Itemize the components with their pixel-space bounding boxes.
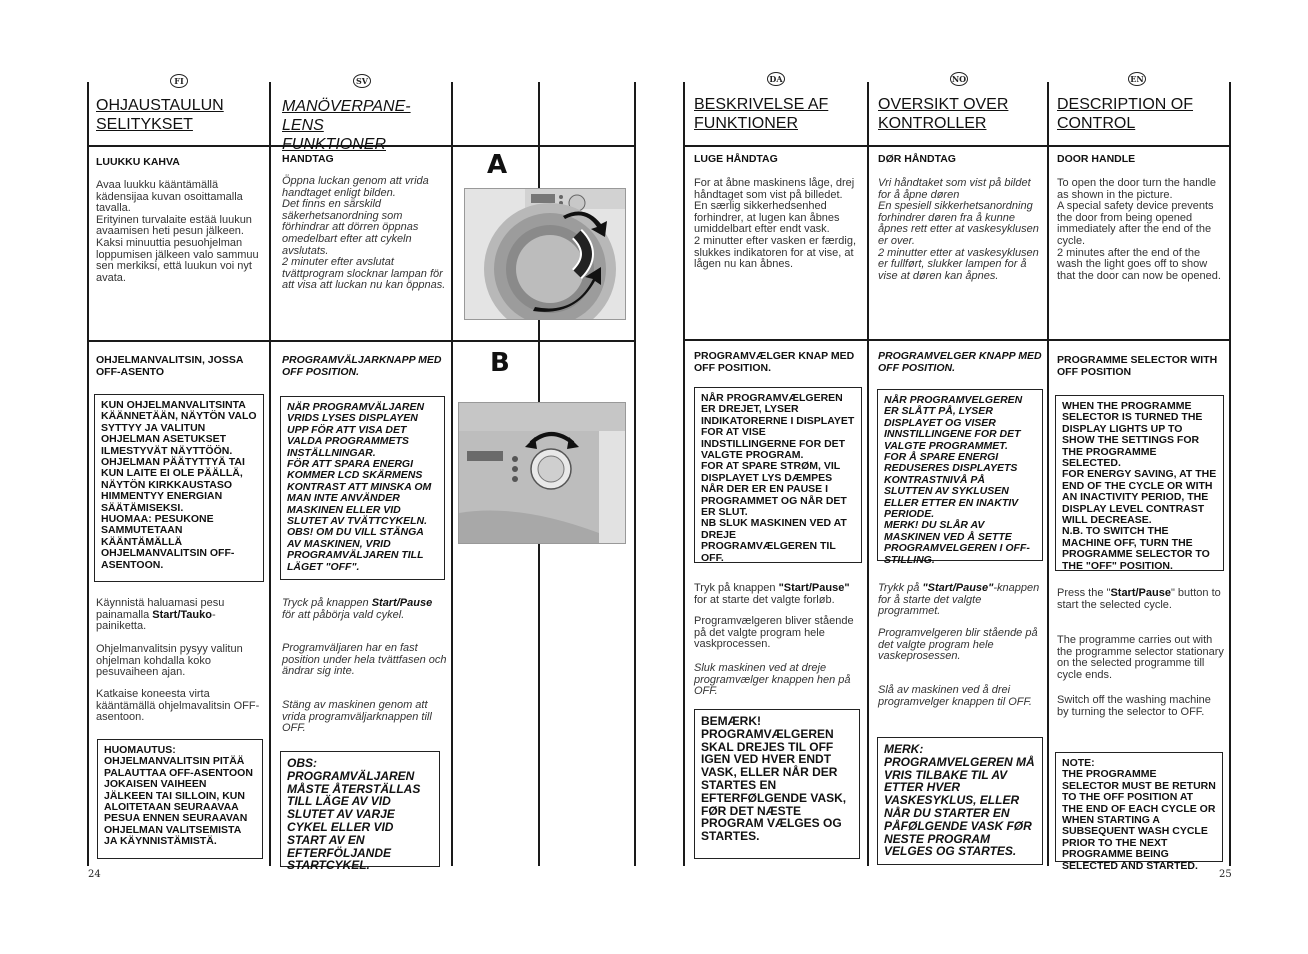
fi-selector-text: Ohjelmanvalitsin pysyy valitun ohjelman kohdalla koko pesuvaiheen ajan. [96, 643, 243, 679]
en-start-text: Press the "Start/Pause" button to start the selected cycle. [1057, 587, 1221, 611]
no-selector-text: Programvelgeren blir stående på det valgte program hele vaskeprosessen. [878, 627, 1038, 663]
da-door-heading: LUGE HÅNDTAG [694, 153, 778, 165]
fi-door-heading: LUUKKU KAHVA [96, 156, 180, 168]
da-off-text: Sluk maskinen ved at dreje programvælger knappen hen på OFF. [694, 662, 851, 698]
sv-selector-text: Programväljaren har en fast position under hela tvättfasen och ändrar sig inte. [282, 642, 447, 678]
rule-left-mid [87, 340, 635, 342]
rule-right-inner [683, 82, 685, 866]
fi-note-box: HUOMAUTUS: OHJELMANVALITSIN PITÄÄ PALAUTTAA OFF-ASENTOON JOKAISEN VAIHEEN JÄLKEEN TAI SILLOIN, KUN ALOITETAAN SEURAAVAA PESUA ENNEN SEURAAVAN OHJELMAN VALITSEMISTA JA KÄYNNISTÄMISTÄ. [97, 739, 263, 859]
page-number-left: 24 [88, 869, 101, 880]
sv-door-text: Öppna luckan genom att vrida handtaget enligt bilden. Det finns en särskild säkerhetsanordning som förhindrar att dörren öppnas omedelbart efter att cykeln avslutats. 2 minuter efter avslutat tvättprogram slocknar lampan för att visa att luckan nu kan öppnas. [282, 175, 446, 292]
da-start-text: Tryk på knappen "Start/Pause" for at starte det valgte forløb. [694, 582, 850, 606]
fi-selector-box: KUN OHJELMANVALITSINTA KÄÄNNETÄÄN, NÄYTÖN VALO SYTTYY JA VALITUN OHJELMAN ASETUKSET ILMESTYVÄT NÄYTTÖÖN. OHJELMAN PÄÄTYTTYÄ TAI KUN LAITE EI OLE PÄÄLLÄ, NÄYTÖN KIRKKAUSTASO HIMMENTYY ENERGIAN SÄÄTÄMISEKSI. HUOMAA: PESUKONE SAMMUTETAAN KÄÄNTÄMÄLLÄ OHJELMANVALITSIN OFF-ASENTOON. [94, 394, 264, 582]
sv-start-text: Tryck på knappen Start/Pause för att påbörja vald cykel. [282, 597, 433, 621]
lang-badge-fi: FI [170, 74, 188, 88]
programme-selector-illustration [458, 402, 626, 544]
fi-selector-heading: OHJELMANVALITSIN, JOSSA OFF-ASENTO [96, 354, 244, 378]
en-title: DESCRIPTION OF CONTROL [1057, 96, 1194, 132]
lang-badge-en: EN [1128, 72, 1146, 86]
no-off-text: Slå av maskinen ved å drei programvelger knappen til OFF. [878, 684, 1032, 708]
sv-off-text: Stäng av maskinen genom att vrida programväljarknappen till OFF. [282, 699, 432, 735]
en-door-text: To open the door turn the handle as shown in the picture. A special safety device prevents the door from being opened immediately after the end of the cycle. 2 minutes after the end of the wash the light goes off to show that the door can now be opened. [1057, 177, 1221, 282]
no-selector-box: NÅR PROGRAMVELGEREN ER SLÅTT PÅ, LYSER DISPLAYET OG VISER INNSTILLINGENE FOR DET VALGTE PROGRAMMET. FOR Å SPARE ENERGI REDUSERES DISPLAYETS KONTRASTNIVÅ PÅ SLUTTEN AV SYKLUSEN ELLER ETTER EN INAKTIV PERIODE. MERK! DU SLÅR AV MASKINEN VED Å SETTE PROGRAMVELGEREN I OFF-STILLING. [877, 389, 1043, 561]
da-title: BESKRIVELSE AF FUNKTIONER [694, 96, 829, 132]
page-number-right: 25 [1219, 869, 1232, 880]
rule-left-inner [634, 82, 636, 866]
en-note-box: NOTE: THE PROGRAMME SELECTOR MUST BE RETURN TO THE OFF POSITION AT THE END OF EACH CYCLE OR WHEN STARTING A SUBSEQUENT WASH CYCLE PRIOR TO THE NEXT PROGRAMME BEING SELECTED AND STARTED. [1055, 752, 1223, 862]
rule-fi-sv [269, 82, 271, 866]
figure-a-label: A [487, 150, 508, 180]
lang-badge-sv: SV [353, 74, 371, 88]
en-selector-heading: PROGRAMME SELECTOR WITH OFF POSITION [1057, 354, 1218, 378]
sv-note-box: OBS: PROGRAMVÄLJAREN MÅSTE ÅTERSTÄLLAS TILL LÄGE AV VID SLUTET AV VARJE CYKEL ELLER VID START AV EN EFTERFÖLJANDE STARTCYKEL. [280, 751, 440, 867]
no-selector-heading: PROGRAMVELGER KNAPP MED OFF POSITION. [878, 350, 1042, 374]
rule-left-outer [87, 82, 89, 866]
no-start-text: Trykk på "Start/Pause"-knappen for å starte det valgte programmet. [878, 582, 1040, 618]
da-door-text: For at åbne maskinens låge, drej håndtaget som vist på billedet. En særlig sikkerhedsenhed forhindrer, at lugen kan åbnes umiddelbart efter endt vask. 2 minutter efter vasken er færdig, slukkes indikatoren for at vise, at lågen nu kan åbnes. [694, 177, 857, 271]
no-door-text: Vri håndtaket som vist på bildet for å åpne døren En spesiell sikkerhetsanordning forhindrer døren fra å kunne åpnes rett etter at vaskesyklusen er over. 2 minutter etter at vaskesyklusen er fullført, slukker lampen for å vise at døren kan åpnes. [878, 177, 1039, 282]
lang-badge-da: DA [767, 72, 785, 86]
da-note-box: BEMÆRK! PROGRAMVÆLGEREN SKAL DREJES TIL OFF IGEN VED HVER ENDT VASK, ELLER NÅR DER STARTES EN EFTERFØLGENDE VASK, FØR DET NÆSTE PROGRAM VÆLGES OG STARTES. [694, 709, 860, 859]
rule-sv-fig [451, 82, 453, 866]
en-selector-text: The programme carries out with the programme selector stationary on the selected programme till cycle ends. [1057, 634, 1224, 681]
sv-selector-heading: PROGRAMVÄLJARKNAPP MED OFF POSITION. [282, 354, 442, 378]
no-door-heading: DØR HÅNDTAG [878, 153, 956, 165]
figure-b-label: B [490, 348, 510, 378]
rule-right-top [683, 145, 1231, 147]
sv-title: MANÖVERPANE-LENS FUNKTIONER [282, 98, 411, 153]
da-selector-box: NÅR PROGRAMVÆLGEREN ER DREJET, LYSER INDIKATORERNE I DISPLAYET FOR AT VISE INDSTILLINGERNE FOR DET VALGTE PROGRAM. FOR AT SPARE STRØM, VIL DISPLAYET LYS DÆMPES NÅR DER ER EN PAUSE I PROGRAMMET OG NÅR DET ER SLUT. NB SLUK MASKINEN VED AT DREJE PROGRAMVÆLGEREN TIL OFF. [694, 387, 862, 563]
da-selector-text: Programvælgeren bliver stående på det valgte program hele vaskprocessen. [694, 615, 854, 651]
door-handle-illustration [464, 188, 626, 320]
fi-start-text: Käynnistä haluamasi pesu painamalla Start/Tauko-painiketta. [96, 597, 225, 633]
en-door-heading: DOOR HANDLE [1057, 153, 1136, 165]
rule-no-en [1047, 82, 1049, 866]
da-selector-heading: PROGRAMVÆLGER KNAP MED OFF POSITION. [694, 350, 855, 374]
no-title: OVERSIKT OVER KONTROLLER [878, 96, 1009, 132]
en-selector-box: WHEN THE PROGRAMME SELECTOR IS TURNED THE DISPLAY LIGHTS UP TO SHOW THE SETTINGS FOR THE PROGRAMME SELECTED. FOR ENERGY SAVING, AT THE END OF THE CYCLE OR WITH AN INACTIVITY PERIOD, THE DISPLAY LEVEL CONTRAST WILL DECREASE. N.B. TO SWITCH THE MACHINE OFF, TURN THE PROGRAMME SELECTOR TO THE "OFF" POSITION. [1055, 395, 1224, 571]
rule-da-no [867, 82, 869, 866]
rule-right-mid [683, 339, 1231, 341]
lang-badge-no: NO [951, 74, 967, 84]
rule-right-outer [1229, 82, 1231, 866]
sv-door-heading: HANDTAG [282, 153, 334, 165]
fi-off-text: Katkaise koneesta virta kääntämällä ohjelmavalitsin OFF-asentoon. [96, 688, 260, 724]
sv-selector-box: NÄR PROGRAMVÄLJAREN VRIDS LYSES DISPLAYEN UPP FÖR ATT VISA DET VALDA PROGRAMMETS INSTÄLLNINGAR. FÖR ATT SPARA ENERGI KOMMER LCD SKÄRMENS KONTRAST ATT MINSKA OM MAN INTE ANVÄNDER MASKINEN ELLER VID SLUTET AV TVÄTTCYKELN. OBS! OM DU VILL STÄNGA AV MASKINEN, VRID PROGRAMVÄLJAREN TILL LÄGET "OFF". [280, 396, 445, 580]
en-off-text: Switch off the washing machine by turning the selector to OFF. [1057, 694, 1211, 718]
fi-title: OHJAUSTAULUN SELITYKSET [96, 97, 224, 133]
fi-door-text: Avaa luukku kääntämällä kädensijaa kuvan osoittamalla tavalla. Erityinen turvalaite estää luukun avaamisen heti pesun jälkeen. Kaksi minuuttia pesuohjelman loppumisen jälkeen valo sammuu sen merkiksi, että luukun voi nyt avata. [96, 179, 259, 284]
no-note-box: MERK: PROGRAMVELGEREN MÅ VRIS TILBAKE TIL AV ETTER HVER VASKESYKLUS, ELLER NÅR DU STARTER EN PÅFØLGENDE VASK FØR NESTE PROGRAM VELGES OG STARTES. [877, 737, 1043, 865]
